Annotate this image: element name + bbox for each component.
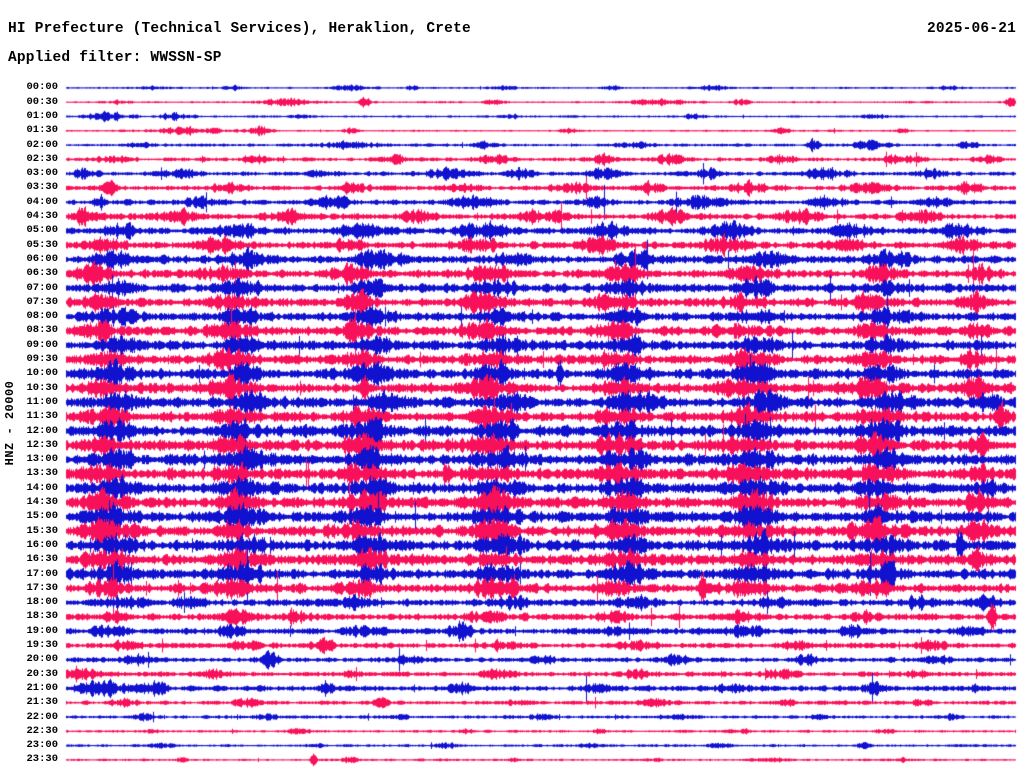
- time-label: 01:30: [26, 124, 58, 137]
- time-label: 06:00: [26, 252, 58, 265]
- time-label: 05:30: [26, 238, 58, 251]
- time-label: 22:00: [26, 710, 58, 723]
- time-label: 20:30: [26, 667, 58, 680]
- time-label: 17:30: [26, 581, 58, 594]
- time-label: 08:00: [26, 310, 58, 323]
- time-label: 13:30: [26, 467, 58, 480]
- time-label: 23:00: [26, 739, 58, 752]
- time-label: 10:00: [26, 367, 58, 380]
- time-label: 18:00: [26, 596, 58, 609]
- time-label: 15:30: [26, 524, 58, 537]
- time-label: 18:30: [26, 610, 58, 623]
- time-label: 06:30: [26, 267, 58, 280]
- time-label: 03:30: [26, 181, 58, 194]
- time-label: 07:30: [26, 295, 58, 308]
- time-label: 16:00: [26, 538, 58, 551]
- time-label: 04:30: [26, 210, 58, 223]
- time-label: 12:00: [26, 424, 58, 437]
- time-label: 12:30: [26, 438, 58, 451]
- time-label: 21:30: [26, 696, 58, 709]
- time-label: 00:30: [26, 95, 58, 108]
- time-label: 14:30: [26, 496, 58, 509]
- time-label: 05:00: [26, 224, 58, 237]
- time-label: 20:00: [26, 653, 58, 666]
- time-label: 11:30: [26, 410, 58, 423]
- time-label: 17:00: [26, 567, 58, 580]
- time-label: 19:00: [26, 624, 58, 637]
- time-label: 03:00: [26, 167, 58, 180]
- time-label: 21:00: [26, 681, 58, 694]
- time-label: 00:00: [26, 81, 58, 94]
- time-label: 02:00: [26, 138, 58, 151]
- time-label: 09:30: [26, 353, 58, 366]
- time-label: 16:30: [26, 553, 58, 566]
- time-label: 02:30: [26, 152, 58, 165]
- time-label: 07:00: [26, 281, 58, 294]
- time-label: 13:00: [26, 453, 58, 466]
- time-label: 10:30: [26, 381, 58, 394]
- time-label: 19:30: [26, 639, 58, 652]
- time-label: 09:00: [26, 338, 58, 351]
- time-label: 01:00: [26, 109, 58, 122]
- time-label: 14:00: [26, 481, 58, 494]
- time-label: 22:30: [26, 724, 58, 737]
- time-label: 04:00: [26, 195, 58, 208]
- time-label: 23:30: [26, 753, 58, 766]
- time-label: 08:30: [26, 324, 58, 337]
- time-label: 11:00: [26, 395, 58, 408]
- time-label: 15:00: [26, 510, 58, 523]
